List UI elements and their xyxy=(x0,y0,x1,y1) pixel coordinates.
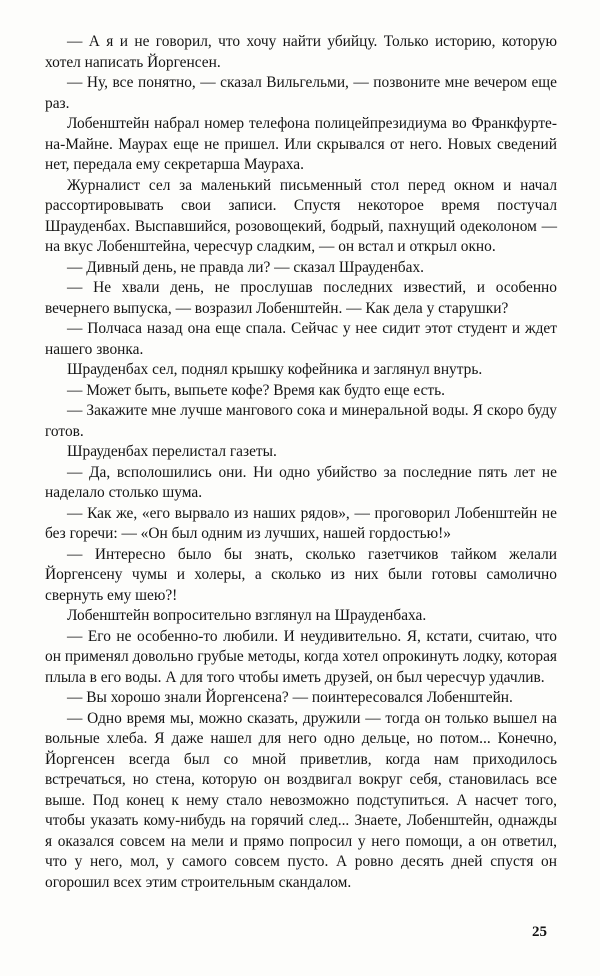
paragraph: — Интересно было бы знать, сколько газетчиков тайком желали Йоргенсену чумы и холеры, а сколько из них были готовы самолично свернуть ему шею?! xyxy=(45,545,557,604)
paragraph: — А я и не говорил, что хочу найти убийцу. Только историю, которую хотел написать Йоргенсен. xyxy=(45,33,557,71)
paragraph: — Может быть, выпьете кофе? Время как будто еще есть. xyxy=(67,381,445,399)
paragraph: Лобенштейн вопросительно взглянул на Шрауденбаха. xyxy=(67,607,427,624)
paragraph: — Одно время мы, можно сказать, дружили — тогда он только вышел на вольные хлеба. Я даже нашел для него одно дельце, но потом... Конечно, Йоргенсен всегда был со мной приветлив, когда нам приходилось встречаться, но стена, которую он воздвигал вокруг себя, становилась все выше. Под конец к нему стало невозможно подступиться. А насчет того, чтобы указать кому-нибудь на горячий след... Знаете, Лобенштейн, однажды я оказался совсем на мели и прямо попросил у него помощи, а он ответил, что у него, мол, у самого совсем пусто. А ровно десять дней спустя он огорошил всех этим строительным скандалом. xyxy=(45,709,557,891)
paragraph: — Полчаса назад она еще спала. Сейчас у нее сидит этот студент и ждет нашего звонка. xyxy=(45,320,557,358)
page-number: 25 xyxy=(532,924,547,940)
paragraph: — Ну, все понятно, — сказал Вильгельми, — позвоните мне вечером еще раз. xyxy=(45,74,557,112)
paragraph: — Вы хорошо знали Йоргенсена? — поинтересовался Лобенштейн. xyxy=(67,689,513,706)
paragraph: Лобенштейн набрал номер телефона полицейпрезидиума во Франкфурте-на-Майне. Маурах еще не пришел. Или скрывался от него. Новых сведений нет, передала ему секретарша Мауpаха. xyxy=(45,115,557,173)
paragraph: — Не хвали день, не прослушав последних известий, и особенно вечернего выпуска, — возразил Лобенштейн. — Как дела у старушки? xyxy=(45,279,557,317)
paragraph: Шрауденбах сел, поднял крышку кофейника и заглянул внутрь. xyxy=(67,361,483,378)
paragraph: Шрауденбах перелистал газеты. xyxy=(67,443,277,460)
paragraph: — Его не особенно-то любили. И неудивительно. Я, кстати, считаю, что он применял довольно грубые методы, когда хотел опрокинуть лодку, которая плыла в его воды. А для того чтобы иметь друзей, он был чересчур удачлив. xyxy=(45,627,557,686)
paragraph: — Да, всполошились они. Ни одно убийство за последние пять лет не наделало столько шума. xyxy=(45,463,557,501)
paragraph: Журналист сел за маленький письменный стол перед окном и начал рассортировывать свои записи. Спустя некоторое время постучал Шрауденбах. Выспавшийся, розовощекий, бодрый, пахнущий одеколоном — на вкус Лобенштейна, чересчур сладким, — он встал и открыл окно. xyxy=(45,176,557,255)
paragraph: — Дивный день, не правда ли? — сказал Шрауденбах. xyxy=(67,258,424,276)
body-text xyxy=(45,32,557,893)
paragraph: — Как же, «его вырвало из наших рядов», — проговорил Лобенштейн не без горечи: — «Он был одним из лучших, нашей гордостью!» xyxy=(45,504,557,542)
paragraph: — Закажите мне лучше мангового сока и минеральной воды. Я скоро буду готов. xyxy=(45,402,557,440)
